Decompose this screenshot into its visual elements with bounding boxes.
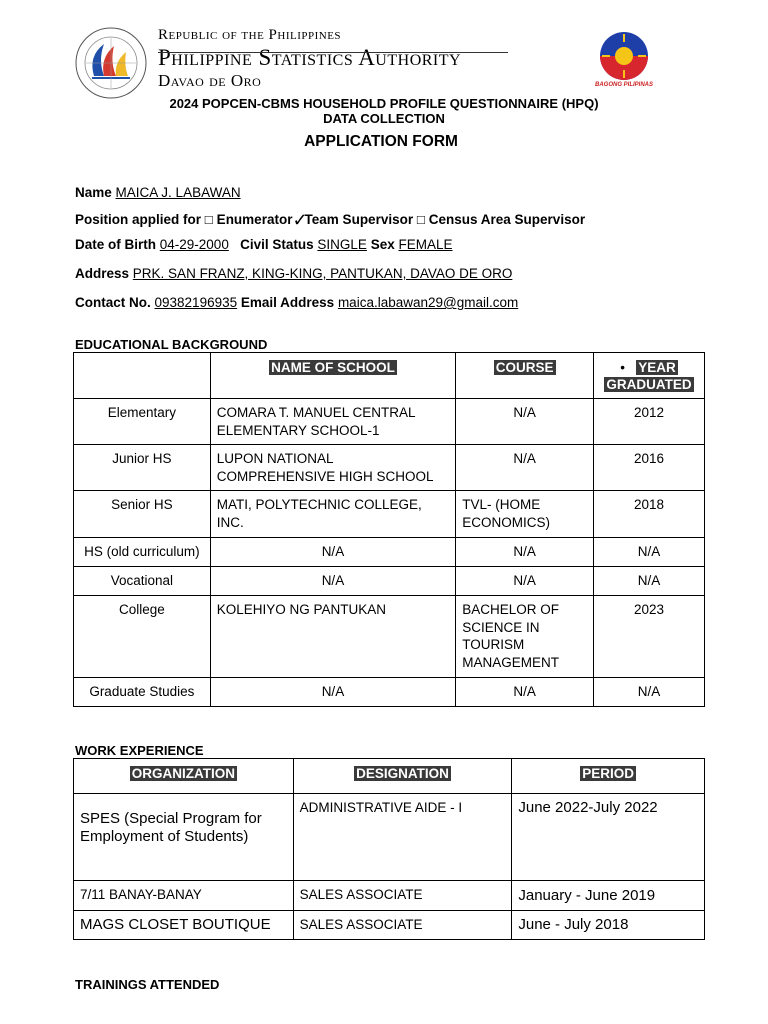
level-cell: HS (old curriculum) bbox=[74, 538, 211, 567]
school-header: NAME OF SCHOOL bbox=[271, 360, 395, 375]
sex-label: Sex bbox=[370, 237, 395, 252]
year-header-1: YEAR bbox=[638, 360, 676, 375]
table-row bbox=[74, 794, 705, 881]
work-heading: WORK EXPERIENCE bbox=[75, 743, 204, 758]
year-cell: N/A bbox=[594, 567, 705, 596]
year-header-bullet: • bbox=[620, 360, 626, 375]
option-enumerator: □ Enumerator bbox=[204, 212, 293, 227]
period-cell: June - July 2018 bbox=[512, 911, 705, 940]
school-cell: N/A bbox=[210, 538, 456, 567]
table-row bbox=[74, 538, 705, 567]
year-cell: 2023 bbox=[594, 596, 705, 678]
course-header: COURSE bbox=[495, 360, 554, 375]
designation-header-cell bbox=[293, 759, 512, 794]
trainings-heading: TRAININGS ATTENDED bbox=[75, 977, 220, 992]
header-agency: Philippine Statistics Authority bbox=[158, 45, 462, 70]
work-table bbox=[73, 758, 705, 940]
education-table bbox=[73, 352, 705, 707]
period-cell: January - June 2019 bbox=[512, 881, 705, 911]
school-cell: MATI, POLYTECHNIC COLLEGE, INC. bbox=[210, 491, 456, 538]
education-heading: EDUCATIONAL BACKGROUND bbox=[75, 337, 268, 352]
form-title-line2: DATA COLLECTION bbox=[323, 111, 445, 126]
designation-cell: SALES ASSOCIATE bbox=[293, 911, 512, 940]
org-cell: 7/11 BANAY-BANAY bbox=[74, 881, 294, 911]
name-label: Name bbox=[75, 185, 112, 200]
course-cell: N/A bbox=[456, 538, 594, 567]
table-row bbox=[74, 678, 705, 707]
year-cell: N/A bbox=[594, 678, 705, 707]
table-row bbox=[74, 399, 705, 445]
civil-status-label: Civil Status bbox=[240, 237, 314, 252]
level-header-cell bbox=[74, 353, 211, 399]
level-cell: Vocational bbox=[74, 567, 211, 596]
designation-header: DESIGNATION bbox=[356, 766, 449, 781]
sex-value: FEMALE bbox=[398, 237, 453, 252]
designation-cell: ADMINISTRATIVE AIDE - I bbox=[293, 794, 512, 881]
form-title: APPLICATION FORM bbox=[304, 133, 458, 150]
position-row bbox=[75, 208, 585, 229]
school-cell: N/A bbox=[210, 678, 456, 707]
org-cell: MAGS CLOSET BOUTIQUE bbox=[74, 911, 294, 940]
header-text bbox=[158, 28, 461, 89]
level-cell: College bbox=[74, 596, 211, 678]
level-cell: Senior HS bbox=[74, 491, 211, 538]
table-row bbox=[74, 596, 705, 678]
period-header: PERIOD bbox=[582, 766, 635, 781]
contact-value: 09382196935 bbox=[154, 295, 238, 310]
name-row bbox=[75, 185, 241, 200]
org-header-cell bbox=[74, 759, 294, 794]
option-census-area-supervisor: □ Census Area Supervisor bbox=[416, 212, 586, 227]
bagong-pilipinas-caption: BAGONG PILIPINAS bbox=[594, 82, 653, 88]
course-cell: N/A bbox=[456, 399, 594, 445]
contact-row bbox=[75, 295, 518, 310]
address-value: PRK. SAN FRANZ, KING-KING, PANTUKAN, DAVAO DE ORO bbox=[132, 266, 513, 281]
table-row bbox=[74, 911, 705, 940]
level-cell: Junior HS bbox=[74, 445, 211, 491]
birth-status-row bbox=[75, 237, 453, 252]
education-header-row bbox=[74, 353, 705, 399]
designation-cell: SALES ASSOCIATE bbox=[293, 881, 512, 911]
level-cell: Elementary bbox=[74, 399, 211, 445]
psa-logo bbox=[74, 26, 148, 100]
org-cell: SPES (Special Program for Employment of Students) bbox=[74, 794, 294, 881]
year-cell: 2012 bbox=[594, 399, 705, 445]
name-value: MAICA J. LABAWAN bbox=[115, 185, 241, 200]
address-row bbox=[75, 266, 512, 281]
email-value: maica.labawan29@gmail.com bbox=[337, 295, 519, 310]
year-header-cell bbox=[594, 353, 705, 399]
address-label: Address bbox=[75, 266, 130, 281]
header-province: Davao de Oro bbox=[158, 71, 262, 90]
dob-label: Date of Birth bbox=[75, 237, 156, 252]
course-cell: N/A bbox=[456, 678, 594, 707]
course-cell: BACHELOR OF SCIENCE IN TOURISM MANAGEMENT bbox=[456, 596, 594, 678]
email-label: Email Address bbox=[240, 295, 335, 310]
bagong-pilipinas-logo bbox=[588, 26, 660, 90]
position-label: Position applied for bbox=[75, 212, 202, 227]
form-title-line1: 2024 POPCEN-CBMS HOUSEHOLD PROFILE QUESTIONNAIRE (HPQ) bbox=[169, 96, 599, 111]
dob-value: 04-29-2000 bbox=[159, 237, 229, 252]
course-cell: N/A bbox=[456, 445, 594, 491]
year-cell: 2018 bbox=[594, 491, 705, 538]
school-header-cell bbox=[210, 353, 456, 399]
course-cell: N/A bbox=[456, 567, 594, 596]
period-cell: June 2022-July 2022 bbox=[512, 794, 705, 881]
school-cell: N/A bbox=[210, 567, 456, 596]
civil-status-value: SINGLE bbox=[317, 237, 367, 252]
contact-label: Contact No. bbox=[75, 295, 151, 310]
school-cell: KOLEHIYO NG PANTUKAN bbox=[210, 596, 456, 678]
org-header: ORGANIZATION bbox=[131, 766, 235, 781]
year-cell: 2016 bbox=[594, 445, 705, 491]
school-cell: COMARA T. MANUEL CENTRAL ELEMENTARY SCHOOL-1 bbox=[210, 399, 456, 445]
work-header-row bbox=[74, 759, 705, 794]
course-cell: TVL- (HOME ECONOMICS) bbox=[456, 491, 594, 538]
year-cell: N/A bbox=[594, 538, 705, 567]
table-row bbox=[74, 881, 705, 911]
header-divider bbox=[158, 52, 508, 53]
level-cell: Graduate Studies bbox=[74, 678, 211, 707]
period-header-cell bbox=[512, 759, 705, 794]
option-team-supervisor: Team Supervisor bbox=[304, 212, 414, 227]
header-republic: Republic of the Philippines bbox=[158, 27, 342, 43]
course-header-cell bbox=[456, 353, 594, 399]
table-row bbox=[74, 491, 705, 538]
check-icon: ✓ bbox=[292, 210, 308, 230]
table-row bbox=[74, 445, 705, 491]
year-header-2: GRADUATED bbox=[606, 377, 692, 392]
school-cell: LUPON NATIONAL COMPREHENSIVE HIGH SCHOOL bbox=[210, 445, 456, 491]
table-row bbox=[74, 567, 705, 596]
